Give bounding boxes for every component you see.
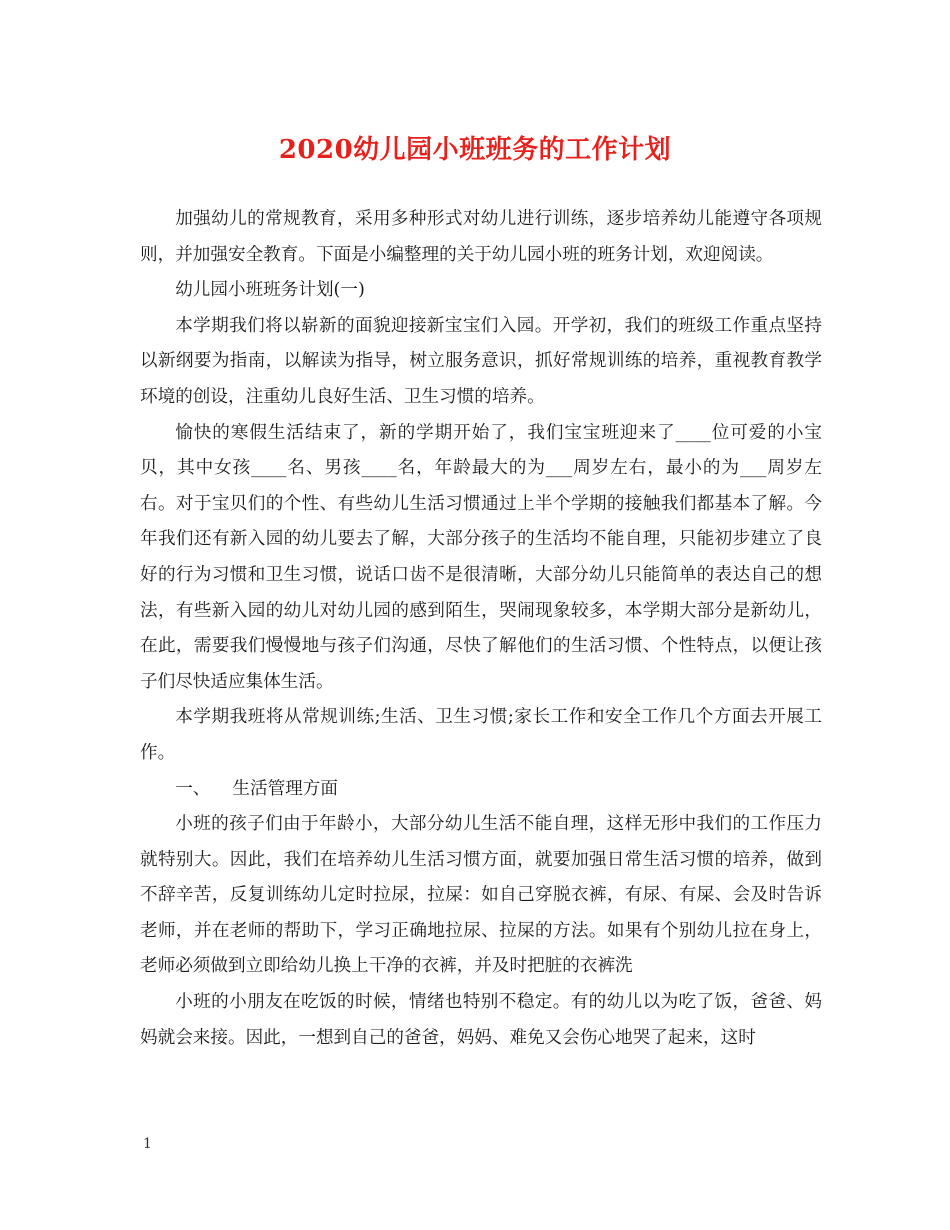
body-paragraph: 小班的小朋友在吃饭的时候，情绪也特别不稳定。有的幼儿以为吃了饭，爸爸、妈妈就会来接。因此，一想到自己的爸爸，妈妈、难免又会伤心地哭了起来，这时	[140, 992, 822, 1048]
plan-subtitle: 幼儿园小班班务计划(一)	[175, 280, 365, 301]
section-heading-text: 生活管理方面	[232, 778, 338, 799]
document-title: 2020幼儿园小班班务的工作计划	[278, 135, 672, 165]
document-body	[140, 202, 822, 1056]
body-paragraph: 本学期我们将以崭新的面貌迎接新宝宝们入园。开学初，我们的班级工作重点坚持以新纲要为指南，以解读为指导，树立服务意识，抓好常规训练的培养，重视教育教学环境的创设，注重幼儿良好生活、卫生习惯的培养。	[140, 315, 822, 407]
section-heading	[140, 772, 822, 808]
body-paragraph: 本学期我班将从常规训练;生活、卫生习惯;家长工作和安全工作几个方面去开展工作。	[140, 707, 822, 763]
intro-paragraph: 加强幼儿的常规教育，采用多种形式对幼儿进行训练，逐步培养幼儿能遵守各项规则，并加强安全教育。下面是小编整理的关于幼儿园小班的班务计划，欢迎阅读。	[140, 209, 822, 265]
body-paragraph: 愉快的寒假生活结束了，新的学期开始了，我们宝宝班迎来了____位可爱的小宝贝，其中女孩____名、男孩____名，年龄最大的为___周岁左右，最小的为___周岁左右。对于宝贝们的个性、有些幼儿生活习惯通过上半个学期的接触我们都基本了解。今年我们还有新入园的幼儿要去了解，大部分孩子的生活均不能自理，只能初步建立了良好的行为习惯和卫生习惯，说话口齿不是很清晰，大部分幼儿只能简单的表达自己的想法，有些新入园的幼儿对幼儿园的感到陌生，哭闹现象较多，本学期大部分是新幼儿，在此，需要我们慢慢地与孩子们沟通，尽快了解他们的生活习惯、个性特点，以便让孩子们尽快适应集体生活。	[140, 422, 822, 692]
page-number: 1	[143, 1136, 152, 1152]
body-paragraph: 小班的孩子们由于年龄小，大部分幼儿生活不能自理，这样无形中我们的工作压力就特别大。因此，我们在培养幼儿生活习惯方面，就要加强日常生活习惯的培养，做到不辞辛苦，反复训练幼儿定时拉尿，拉屎：如自己穿脱衣裤，有尿、有屎、会及时告诉老师，并在老师的帮助下，学习正确地拉尿、拉屎的方法。如果有个别幼儿拉在身上，老师必须做到立即给幼儿换上干净的衣裤，并及时把脏的衣裤洗	[140, 814, 822, 977]
section-heading-number: 一、	[175, 778, 211, 799]
